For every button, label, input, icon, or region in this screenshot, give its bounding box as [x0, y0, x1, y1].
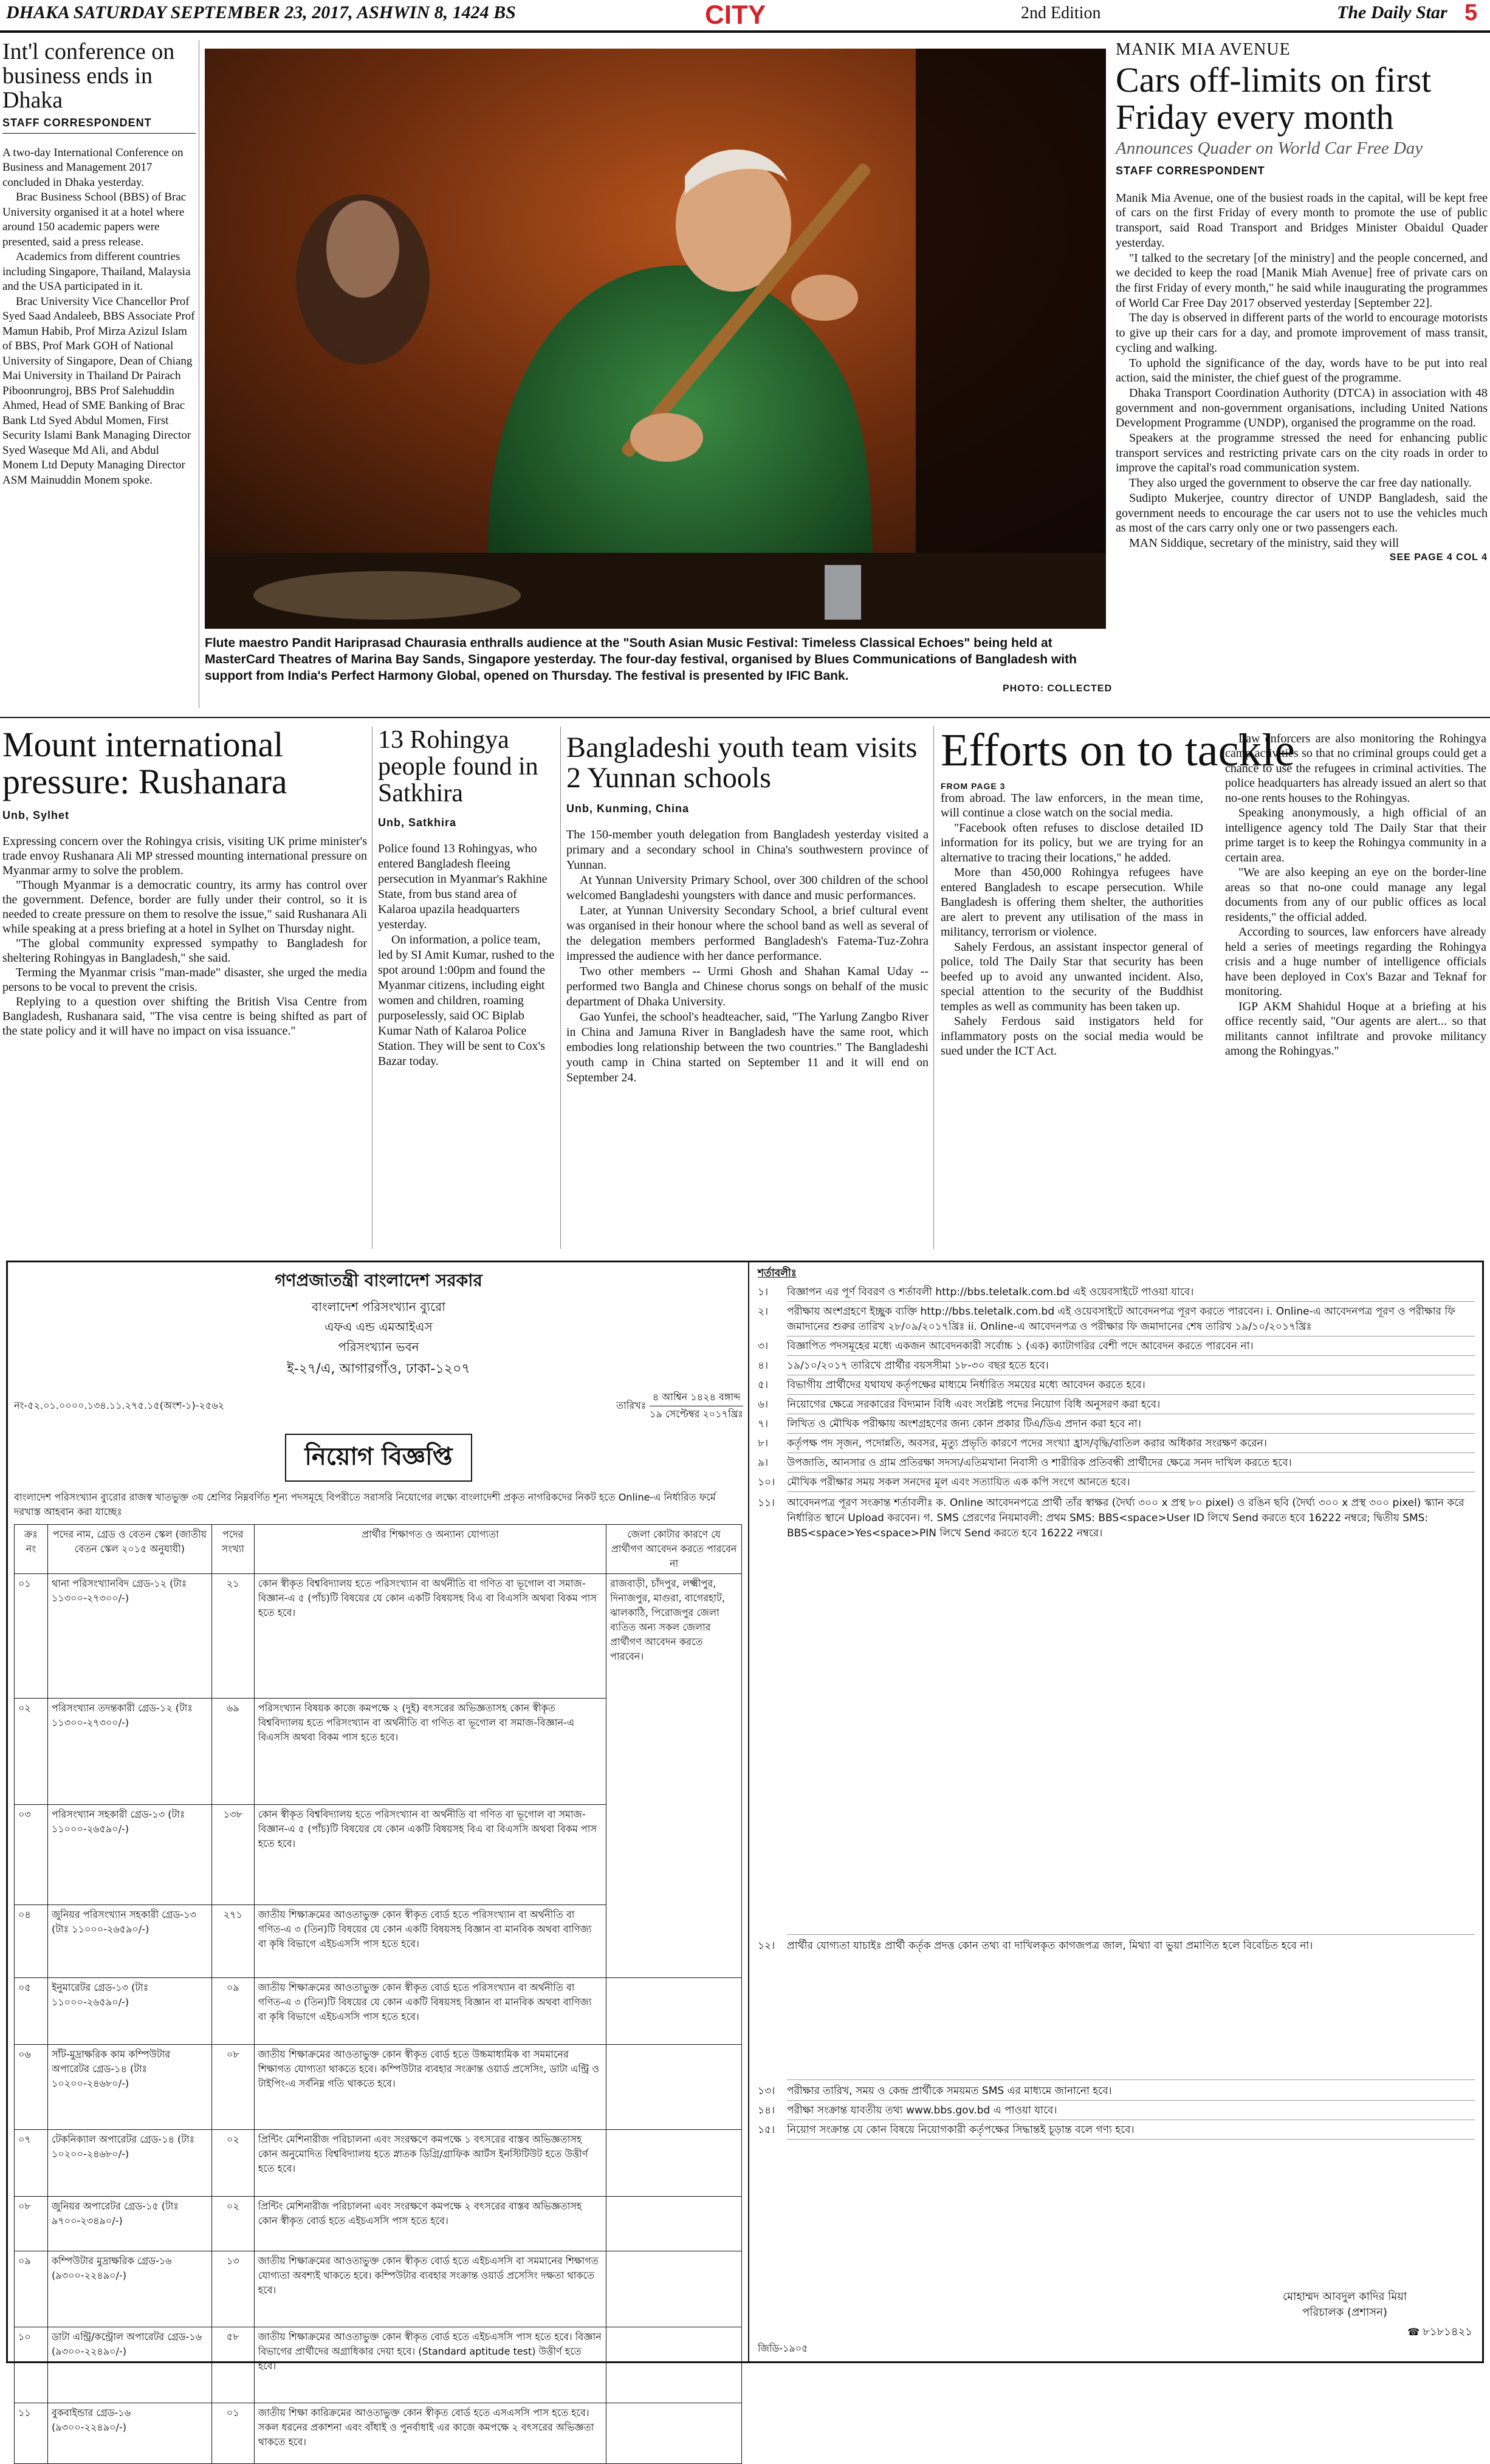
term-number: ৪। — [758, 1360, 769, 1372]
jobs-table — [14, 1524, 742, 2464]
term-number: ২। — [758, 1306, 769, 1318]
paragraph: "We are also keeping an eye on the border-line areas so that no-one could manage any legal documents from any of our public offices as local residents," the official added. — [1225, 866, 1486, 924]
term-text: ১৯/১০/২০১৭ তারিখে প্রার্থীর বয়সসীমা ১৮-৩০ বছর হতে হবে। — [787, 1358, 1475, 1375]
byline: STAFF CORRESPONDENT — [1116, 164, 1265, 177]
row-post: বুকবাইন্ডার গ্রেড-১৬ (৯৩০০-২২৪৯০/-) — [47, 2403, 211, 2464]
terms-list — [758, 1285, 1475, 2142]
ad-left-panel — [14, 1267, 743, 2464]
headline: Bangladeshi youth team visits 2 Yunnan schools — [566, 731, 918, 795]
term-number: ৬। — [758, 1398, 769, 1411]
masthead-rule — [0, 30, 1490, 33]
flute-performer-illustration — [205, 49, 1106, 629]
term-text: পরীক্ষার তারিখ, সময় ও কেন্দ্র প্রার্থীকে সময়মত SMS এর মাধ্যমে জানানো হবে। — [787, 2084, 1475, 2101]
paragraph: At Yunnan University Primary School, over 300 children of the school welcomed Bangladeshi youngsters with dance and music performances. — [566, 873, 929, 902]
row-post: পরিসংখ্যান তদন্তকারী গ্রেড-১২ (টাঃ ১১৩০০-২৭৩০০/-) — [47, 1699, 211, 1805]
ad-divider — [748, 1262, 749, 2361]
term-number: ৩। — [758, 1340, 769, 1352]
paragraph: IGP AKM Shahidul Hoque at a briefing at his office recently said, "Our agents are alert... so that militants cannot infiltrate and provoke militancy among the Rohingyas." — [1225, 999, 1486, 1058]
paragraph: from abroad. The law enforcers, in the mean time, will continue a close watch on the social media. — [941, 791, 1203, 820]
paragraph: Gao Yunfei, the school's headteacher, said, "The Yarlung Zangbo River in China and Jamuna River in Bangladesh have the same root, which embodies long relationship between the two countries." The Bangladeshi youth camp in China started on September 11 and it will end on September 24. — [566, 1010, 929, 1084]
term-text: আবেদনপত্র পূরণ সংক্রান্ত শর্তাবলীঃ ক. Online আবেদনপত্রে প্রার্থী তাঁর স্বাক্ষর (দৈর্ঘ্য ৩০০ x প্রস্থ ৮০ pixel) ও রঙিন ছবি (দৈর্ঘ্য ৩০০ x প্রস্থ ৩০০ pixel) স্ক্যান করে নির্ধারিত স্থানে Upload করবেন। গ. SMS প্রেরণের নিয়মাবলী: প্রথম SMS: BBS<space>User ID লিখে Send করতে হবে 16222 নম্বরে; দ্বিতীয় SMS: BBS<space>Yes<space>PIN লিখে Send করতে হবে 16222 নম্বরে। — [787, 1496, 1475, 1935]
row-serial: ১০ — [15, 2327, 48, 2403]
term-item — [758, 1939, 1475, 2084]
photo-caption: Flute maestro Pandit Hariprasad Chaurasia enthralls audience at the "South Asian Music Festival: Timeless Classical Echoes" being held at MasterCard Theatres of Marina Bay Sands, Singapore yesterday. The four-day festival, organised by Blues Communications of Bangladesh with support from India's Perfect Harmony Global, opened on Thursday. The festival is presented by IFIC Bank. — [205, 636, 1077, 683]
masthead — [0, 0, 1490, 30]
paragraph: Speaking anonymously, a high official of an intelligence agency told The Daily Star that their prime target is to keep the Rohingya community in a certain area. — [1225, 806, 1486, 864]
row-qualification: কোন স্বীকৃত বিশ্ববিদ্যালয় হতে পরিসংখ্যান বা অর্থনীতি বা গণিত বা ভূগোল বা সমাজ-বিজ্ঞান-এ ৫ (পাঁচ)টি বিষয়ের যে কোন একটি বিষয়সহ বিএ বা বিএসসি অথবা বিকম পাস হতে হবে। — [254, 1805, 606, 1905]
phone-icon: ☎ — [1407, 2326, 1423, 2338]
ad-address: ই-২৭/এ, আগারগাঁও, ঢাকা-১২০৭ — [287, 1361, 470, 1377]
edition-label: 2nd Edition — [1021, 4, 1101, 22]
paragraph: Sahely Ferdous, an assistant inspector general of police, told The Daily Star that security has been beefed up to avoid any unwanted incident. Also, special attention to the security of the Buddhist temples as well as community has been taken up. — [941, 940, 1203, 1013]
ad-government: গণপ্রজাতন্ত্রী বাংলাদেশ সরকার — [275, 1270, 482, 1290]
term-number: ৭। — [758, 1418, 769, 1430]
term-text: লিখিত ও মৌখিক পরীক্ষায় অংশগ্রহণের জন্য কোন প্রকার টিএ/ডিএ প্রদান করা হবে না। — [787, 1417, 1475, 1434]
row-qualification: জাতীয় শিক্ষাক্রমের আওতাভুক্ত কোন স্বীকৃত বোর্ড হতে এইচএসসি পাস হতে হবে। বিজ্ঞান বিভাগের প্রার্থীদের অগ্রাধিকার দেয়া হবে। (Standard aptitude test) উত্তীর্ণ হতে হবে। — [254, 2327, 606, 2403]
byline: Unb, Kunming, China — [566, 802, 689, 815]
headline: 13 Rohingya people found in Satkhira — [378, 726, 538, 808]
row-post: জুনিয়র অপারেটর গ্রেড-১৫ (টাঃ ৯৭০০-২৩৪৯০/-) — [47, 2197, 211, 2251]
article-rushanara — [2, 727, 367, 1038]
headline: Mount international pressure: Rushanara — [2, 725, 287, 801]
paragraph: Manik Mia Avenue, one of the busiest roads in the capital, will be kept free of cars on the first Friday of every month to promote the use of public transport, said Road Transport and Bridges Minister Obaidul Quader yesterday. — [1116, 191, 1488, 250]
page-number: 5 — [1464, 0, 1478, 26]
headline: Cars off-limits on first Friday every month — [1116, 60, 1432, 137]
concert-photo — [205, 49, 1106, 629]
subhead: Announces Quader on World Car Free Day — [1116, 138, 1423, 158]
article-body — [2, 146, 196, 488]
table-row — [15, 2045, 742, 2130]
row-quantity: ০১ — [211, 2403, 254, 2464]
paragraph: To uphold the significance of the day, words have to be put into real action, said the minister, the chief guest of the programme. — [1116, 356, 1488, 385]
term-item — [758, 1358, 1475, 1378]
term-item — [758, 2123, 1475, 2142]
row-post: সাঁট-মুদ্রাক্ষরিক কাম কম্পিউটার অপারেটর গ্রেড-১৪ (টাঃ ১০২০০-২৪৬৮০/-) — [47, 2045, 211, 2130]
row-qualification: জাতীয় শিক্ষাক্রমের আওতাভুক্ত কোন স্বীকৃত বোর্ড হতে পরিসংখ্যান বা অর্থনীতি বা গণিত-এ ৩ (তিন)টি বিষয়ের যে কোন একটি বিষয়সহ বিজ্ঞান বা মানবিক অথবা বাণিজ্য বা কৃষি বিভাগে এইচএসসি পাস হতে হবে। — [254, 1978, 606, 2045]
term-number: ১১। — [758, 1497, 775, 1509]
term-text: মৌখিক পরীক্ষার সময় সকল সনদের মূল এবং সত্যায়িত এক কপি সংগে আনতে হবে। — [787, 1475, 1475, 1492]
term-text: কর্তৃপক্ষ পদ সৃজন, পদোন্নতি, অবসর, মৃত্যু প্রভৃতি কারণে পদের সংখ্যা হ্রাস/বৃদ্ধি/বাতিল করার অধিকার সংরক্ষণ করেন। — [787, 1436, 1475, 1453]
row-serial: ১১ — [15, 2403, 48, 2464]
paragraph: Replying to a question over shifting the British Visa Centre from Bangladesh, Rushanara said, "The visa centre is being shifted as part of the state policy and it will have no impact on visa issuance." — [2, 994, 367, 1038]
article-satkhira — [378, 727, 555, 1069]
article-yunnan — [566, 733, 929, 1086]
paragraph: Speakers at the programme stressed the need for enhancing public transport services and restricting private cars on the city roads in order to improve the capital's road communication system. — [1116, 431, 1488, 475]
paragraph: "I talked to the secretary [of the ministry] and the people concerned, and we decided to keep the road [Manik Miah Avenue] free of private cars on the first Friday of every month," he said while inaugurating the programmes of World Car Free Day 2017 observed yesterday [September 22]. — [1116, 251, 1488, 310]
paragraph: They also urged the government to observe the car free day nationally. — [1129, 476, 1472, 490]
row-serial: ০৬ — [15, 2045, 48, 2130]
article-conference — [2, 40, 196, 488]
term-text: নিয়োগ সংক্রান্ত যে কোন বিষয়ে নিয়োগকারী কর্তৃপক্ষের সিদ্ধান্তই চূড়ান্ত বলে গণ্য হবে। — [787, 2123, 1475, 2140]
row-quantity: ২১ — [211, 1574, 254, 1699]
ad-signature-block — [1217, 2289, 1472, 2340]
row-post: জুনিয়র পরিসংখ্যান সহকারী গ্রেড-১৩ (টাঃ ১১০০০-২৬৫৯০/-) — [47, 1905, 211, 1978]
ad-unit: এফএ এন্ড এমআইএস — [324, 1319, 433, 1334]
article-body — [941, 791, 1203, 1059]
table-row — [15, 2403, 742, 2464]
ad-bureau: বাংলাদেশ পরিসংখ্যান ব্যুরো — [312, 1299, 445, 1314]
table-row — [15, 1574, 742, 1699]
row-serial: ০৩ — [15, 1805, 48, 1905]
paragraph: The 150-member youth delegation from Bangladesh yesterday visited a primary and a secondary school in China's southwestern province of Yunnan. — [566, 827, 929, 872]
paragraph: "Though Myanmar is a democratic country, its army has control over the government. Defence, border are fully under their control, so it is needed to create pressure on them to resolve the issue," said Rushanara Ali while speaking at a press briefing at a hotel in Sylhet on Thursday night. — [2, 878, 367, 936]
term-number: ৮। — [758, 1437, 769, 1449]
row-qualification: জাতীয় শিক্ষাক্রমের আওতাভুক্ত কোন স্বীকৃত বোর্ড হতে পরিসংখ্যান বা অর্থনীতি বা গণিত-এ ৩ (তিন)টি বিষয়ের যে কোন একটি বিষয়সহ বিজ্ঞান বা মানবিক অথবা বাণিজ্য বা কৃষি বিভাগে এইচএসসি পাস হতে হবে। — [254, 1905, 606, 1978]
paragraph: Expressing concern over the Rohingya crisis, visiting UK prime minister's trade envoy Rushanara Ali MP stressed mounting international pressure on Myanmar army to solve the problem. — [2, 834, 367, 877]
row-post: পরিসংখ্যান সহকারী গ্রেড-১৩ (টাঃ ১১০০০-২৬৫৯০/-) — [47, 1805, 211, 1905]
term-item — [758, 1417, 1475, 1436]
paragraph: Brac University Vice Chancellor Prof Syed Saad Andaleeb, BBS Associate Prof Mamun Habib, Prof Mirza Azizul Islam of BBS, Prof Mark GOH of National University of Singapore, Dean of Chiang Mai University in Thailand Dr Pairach Piboonrungroj, BBS Prof Salehuddin Ahmed, Head of SME Banking of Brac Bank Ltd Syed Abdul Momen, First Security Islami Bank Managing Director Syed Waseque Md Ali, and Abdul Monem Ltd Deputy Managing Director ASM Mainuddin Monem spoke. — [2, 295, 195, 487]
paragraph: Terming the Myanmar crisis "man-made" disaster, she urged the media persons to be vocal to prevent the crisis. — [2, 965, 367, 994]
headline: Efforts on to tackle — [941, 725, 1296, 776]
paragraph: Brac Business School (BBS) of Brac University organised it at a hotel where around 150 academic papers were presented, said a press release. — [2, 191, 187, 248]
term-number: ১। — [758, 1286, 769, 1298]
article-efforts — [941, 727, 1486, 1059]
table-row — [15, 1978, 742, 2045]
column-rule — [933, 727, 934, 1249]
row-post: থানা পরিসংখ্যানবিদ গ্রেড-১২ (টাঃ ১১৩০০-২৭৩০০/-) — [47, 1574, 211, 1699]
from-page: FROM PAGE 3 — [941, 781, 1006, 791]
signer-title: পরিচালক (প্রশাসন) — [1302, 2306, 1387, 2319]
table-header: জেলা কোটার কারণে যে প্রার্থীগণ আবেদন করতে পারবেন না — [606, 1525, 742, 1574]
paragraph: On information, a police team, led by SI Amit Kumar, rushed to the spot around 1:00pm and found the Myanmar citizens, including eight women and children, roaming purposelessly, said OC Biplab Kumar Nath of Kalaroa Police Station. They will be sent to Cox's Bazar today. — [378, 933, 555, 1069]
row-serial: ০১ — [15, 1574, 48, 1699]
ad-reference: জিডি-১৯০৫ — [758, 2343, 808, 2354]
kicker: MANIK MIA AVENUE — [1116, 40, 1291, 59]
signer-name: মোহাম্মদ আবদুল কাদির মিয়া — [1282, 2290, 1407, 2303]
table-header: পদের সংখ্যা — [211, 1525, 254, 1574]
term-item — [758, 1378, 1475, 1397]
term-number: ১৪। — [758, 2104, 775, 2117]
masthead-date: DHAKA SATURDAY SEPTEMBER 23, 2017, ASHWIN 8, 1424 BS — [6, 2, 516, 22]
paragraph: Two other members -- Urmi Ghosh and Shahan Kamal Uday -- performed two Bangla and Chinese chorus songs on behalf of the music department of Dhaka University. — [566, 964, 929, 1008]
terms-title: শর্তাবলীঃ — [758, 1267, 797, 1279]
row-qualification: কোন স্বীকৃত বিশ্ববিদ্যালয় হতে পরিসংখ্যান বা অর্থনীতি বা গণিত বা ভূগোল বা সমাজ-বিজ্ঞান-এ ৫ (পাঁচ)টি বিষয়ের যে কোন একটি বিষয়সহ বিএ বা বিএসসি অথবা বিকম পাস হতে হবে। — [254, 1574, 606, 1699]
term-item — [758, 1436, 1475, 1456]
table-header: প্রার্থীর শিক্ষাগত ও অন্যান্য যোগ্যতা — [254, 1525, 606, 1574]
term-item — [758, 1397, 1475, 1417]
ad-date-bangla: ৪ আশ্বিন ১৪২৪ বঙ্গাব্দ — [650, 1389, 743, 1406]
term-text: বিভাগীয় প্রার্থীদের যথাযথ কর্তৃপক্ষের মাধ্যমে নির্ধারিত সময়ের মধ্যে আবেদন করতে হবে। — [787, 1378, 1475, 1395]
table-row — [15, 2327, 742, 2403]
headline: Int'l conference on business ends in Dhaka — [2, 39, 175, 113]
efforts-column-1 — [941, 781, 1203, 1059]
row-quantity: ০২ — [211, 2130, 254, 2197]
term-item — [758, 2084, 1475, 2103]
row-serial: ০৫ — [15, 1978, 48, 2045]
paragraph: Sahely Ferdous said instigators held for inflammatory posts on the social media would be sued under the ICT Act. — [941, 1015, 1203, 1058]
paragraph: "The global community expressed sympathy to Bangladesh for sheltering Rohingyas in Bangladesh," she said. — [2, 936, 367, 965]
column-rule — [560, 727, 561, 1249]
section-divider — [0, 717, 1490, 718]
term-number: ১২। — [758, 1940, 775, 1952]
row-quota: রাজবাড়ী, চাঁদপুর, লক্ষ্মীপুর, দিনাজপুর, মাগুরা, বাগেরহাট, ঝালকাঠি, পিরোজপুর জেলা ব্যতিত অন্য সকল জেলার প্রার্থীগণ আবেদন করতে পারবেন। — [606, 1574, 742, 1978]
paragraph: More than 450,000 Rohingya refugees have entered Bangladesh to escape persecution. While Bangladesh is offering them shelter, the authorities are alert to prevent any utilisation of the mass in militancy, terrorism or violence. — [941, 866, 1203, 939]
row-qualification: জাতীয় শিক্ষাক্রমের আওতাভুক্ত কোন স্বীকৃত বোর্ড হতে এইচএসসি বা সমমানের শিক্ষাগত যোগ্যতা অবশ্যই থাকতে হবে। কম্পিউটার ব্যবহার সংক্রান্ত ওয়ার্ড প্রসেসিং দক্ষতা থাকতে হবে। — [254, 2251, 606, 2327]
photo-credit: PHOTO: COLLECTED — [1003, 683, 1113, 694]
term-text: পরীক্ষা সংক্রান্ত যাবতীয় তথ্য www.bbs.gov.bd এ পাওয়া যাবে। — [787, 2103, 1475, 2120]
article-body — [1116, 191, 1488, 551]
ad-terms — [758, 1266, 1475, 2142]
term-text: পরীক্ষায় অংশগ্রহণে ইচ্ছুক ব্যক্তি http://bbs.teletalk.com.bd এই ওয়েবসাইটে আবেদনপত্র পূরণ করতে পারবেন। i. Online-এ আবেদনপত্র পূরণ ও পরীক্ষার ফি জমাদানের শুরুর তারিখ ২৮/০৯/২০১৭খ্রিঃ ii. Online-এ আবেদনপত্র ও পরীক্ষার ফি জমাদানের শেষ তারিখ ১৯/১০/২০১৭খ্রিঃ — [787, 1304, 1475, 1336]
paragraph: Academics from different countries including Singapore, Thailand, Malaysia and the USA participated in it. — [2, 250, 191, 293]
row-qualification: জাতীয় শিক্ষাক্রমের আওতাভুক্ত কোন স্বীকৃত বোর্ড হতে উচ্চমাধ্যমিক বা সমমানের শিক্ষাগত যোগ্যতা থাকতে হবে। কম্পিউটার ব্যবহার সংক্রান্ত ওয়ার্ড প্রসেসিং, ডাটা এন্ট্রি ও টাইপিং-এ সর্বনিম্ন গতি থাকতে হবে। — [254, 2045, 606, 2130]
table-row — [15, 2197, 742, 2251]
row-qualification: প্রিন্টিং মেশিনারীজ পরিচালনা এবং সংরক্ষণে কমপক্ষে ২ বৎসরের বাস্তব অভিজ্ঞতাসহ কোন স্বীকৃত বোর্ড হতে এইচএসসি পাস হতে হবে। — [254, 2197, 606, 2251]
term-number: ১৩। — [758, 2085, 775, 2097]
term-number: ১০। — [758, 1476, 775, 1488]
paragraph: Later, at Yunnan University Secondary School, a brief cultural event was organised in their honour where the school band as well as several of the delegation members performed Bangladesh's Fatema-Tuz-Zohra impressed the audience with her dance performance. — [566, 903, 929, 963]
row-serial: ০৭ — [15, 2130, 48, 2197]
row-post: টেকনিক্যাল অপারেটর গ্রেড-১৪ (টাঃ ১০২০০-২৪৬৮০/-) — [47, 2130, 211, 2197]
row-serial: ০৮ — [15, 2197, 48, 2251]
row-quantity: ২৭১ — [211, 1905, 254, 1978]
row-serial: ০৯ — [15, 2251, 48, 2327]
row-quantity: ০৮ — [211, 2045, 254, 2130]
paragraph: The day is observed in different parts of the world to encourage motorists to give up their cars for a day, and promote improvement of mass transit, cycling and walking. — [1116, 311, 1488, 355]
article-cars — [1116, 40, 1488, 563]
paragraph: A two-day International Conference on Business and Management 2017 concluded in Dhaka yesterday. — [2, 146, 184, 189]
row-qualification: পরিসংখ্যান বিষয়ক কাজে কমপক্ষে ২ (দুই) বৎসরের অভিজ্ঞতাসহ কোন স্বীকৃত বিশ্ববিদ্যালয় হতে পরিসংখ্যান বা অর্থনীতি বা গণিত বা ভূগোল বা সমাজ-বিজ্ঞান-এ বিএসসি অথবা বিকম পাস হতে হবে। — [254, 1699, 606, 1805]
row-quantity: ১৩৮ — [211, 1805, 254, 1905]
ad-date-label: তারিখঃ — [616, 1400, 647, 1411]
jump-line: SEE PAGE 4 COL 4 — [1389, 552, 1488, 563]
ad-intro: বাংলাদেশ পরিসংখ্যান ব্যুরোর রাজস্ব খাতভুক্ত ৩য় শ্রেণির নিম্নবর্ণিত শূন্য পদসমূহে বিপরীতে সরাসরি নিয়োগের লক্ষ্যে বাংলাদেশী প্রকৃত নাগরিকদের নিকট হতে Online-এ নির্ধারিত ফর্মে দরখাস্ত আহবান করা যাচ্ছেঃ — [14, 1491, 716, 1518]
byline: Unb, Sylhet — [2, 809, 70, 821]
article-body — [2, 834, 367, 1038]
article-body — [1225, 731, 1486, 1059]
article-body — [378, 841, 555, 1069]
signer-phone: ৮১৮১৪২১ — [1423, 2325, 1472, 2338]
term-number: ১৫। — [758, 2124, 775, 2136]
ad-title: নিয়োগ বিজ্ঞপ্তি — [285, 1434, 472, 1482]
ad-building: পরিসংখ্যান ভবন — [338, 1340, 419, 1354]
table-row — [15, 2130, 742, 2197]
row-quantity: ০২ — [211, 2197, 254, 2251]
row-post: ইনুমারেটর গ্রেড-১৩ (টাঃ ১১০০০-২৬৫৯০/-) — [47, 1978, 211, 2045]
byline: STAFF CORRESPONDENT — [2, 117, 196, 134]
byline: Unb, Satkhira — [378, 816, 457, 829]
term-item — [758, 1339, 1475, 1358]
row-quantity: ৫৮ — [211, 2327, 254, 2403]
row-serial: ০২ — [15, 1699, 48, 1805]
term-text: বিজ্ঞাপিত পদসমূহের মধ্যে একজন আবেদনকারী সর্বোচ্চ ১ (এক) ক্যাটাগরির বেশী পদে আবেদন করতে পারবেন না। — [787, 1339, 1475, 1356]
section-name: CITY — [705, 0, 766, 30]
newspaper-brand: The Daily Star — [1337, 2, 1447, 22]
term-number: ৯। — [758, 1457, 769, 1469]
row-quantity: ০৯ — [211, 1978, 254, 2045]
term-number: ৫। — [758, 1379, 769, 1391]
row-post: কম্পিউটার মুদ্রাক্ষরিক গ্রেড-১৬ (৯৩০০-২২৪৯০/-) — [47, 2251, 211, 2327]
term-item — [758, 2103, 1475, 2123]
row-quantity: ৬৯ — [211, 1699, 254, 1805]
ad-date-gregorian: ১৯ সেপ্টেম্বর ২০১৭খ্রিঃ — [650, 1408, 743, 1420]
row-qualification: জাতীয় শিক্ষা কারিক্রমের আওতাভুক্ত কোন স্বীকৃত বোর্ড হতে এসএসসি পাস হতে হবে। সকল ধরনের প্রকাশনা এবং বাঁধাই ও পুনর্বাধাই এর কাজে কমপক্ষে ২ বৎসরের অভিজ্ঞতা থাকতে হবে। — [254, 2403, 606, 2464]
row-qualification: প্রিন্টিং মেশিনারীজ পরিচালনা এবং সংরক্ষণে কমপক্ষে ১ বৎসরের বাস্তব অভিজ্ঞতাসহ কোন অনুমোদিত বিশ্ববিদ্যালয় হতে স্নাতক ডিগ্রি/গ্রাফিক আর্টস ইনস্টিটিউট হতে উত্তীর্ণ হতে হবে। — [254, 2130, 606, 2197]
ad-memo: নং-৫২.০১.০০০০.১৩৪.১১.২৭৫.১৫(অংশ-১)-২৫৬২ — [14, 1400, 225, 1411]
paragraph: Law enforcers are also monitoring the Rohingya camp activities so that no criminal groups could get a chance to use the refugees in criminal activities. The police headquarters has already issued an alert so that no-one rents houses to the Rohingyas. — [1225, 731, 1486, 805]
term-item — [758, 1475, 1475, 1496]
term-text: নিয়োগের ক্ষেত্রে সরকারের বিদ্যমান বিধি এবং সংশ্লিষ্ট পদের নিয়োগ বিধি অনুসরণ করা হবে। — [787, 1397, 1475, 1414]
table-row — [15, 2251, 742, 2327]
term-item — [758, 1456, 1475, 1475]
term-text: প্রার্থীর যোগ্যতা যাচাইঃ প্রার্থী কর্তৃক প্রদত্ত কোন তথ্য বা দাখিলকৃত কাগজপত্র জাল, মিথ্যা বা ভুয়া প্রমাণিত হলে বিবেচিত হবে না। — [787, 1939, 1475, 2080]
term-text: উপজাতি, আনসার ও গ্রাম প্রতিরক্ষা সদস্য/এতিমখানা নিবাসী ও শারীরিক প্রতিবন্ধী প্রার্থীদের ক্ষেত্রে সনদ দাখিল করতে হবে। — [787, 1456, 1475, 1473]
paragraph: According to sources, law enforcers have already held a series of meetings regarding the Rohingya crisis and a huge number of intelligence officials have been deployed in Cox's Bazar and Teknaf for monitoring. — [1225, 925, 1486, 999]
table-header-row — [15, 1525, 742, 1574]
table-header: ক্রঃ নং — [15, 1525, 48, 1574]
article-body — [566, 827, 929, 1086]
table-header: পদের নাম, গ্রেড ও বেতন স্কেল (জাতীয় বেতন স্কেল ২০১৫ অনুযায়ী) — [47, 1525, 211, 1574]
term-item — [758, 1285, 1475, 1304]
term-item — [758, 1304, 1475, 1339]
term-item — [758, 1496, 1475, 1939]
row-serial: ০৪ — [15, 1905, 48, 1978]
row-post: ডাটা এন্ট্রি/কন্ট্রোল অপারেটর গ্রেড-১৬ (৯৩০০-২২৪৯০/-) — [47, 2327, 211, 2403]
job-advertisement — [6, 1261, 1484, 2448]
paragraph: MAN Siddique, secretary of the ministry, said they will — [1129, 536, 1399, 550]
paragraph: "Facebook often refuses to disclose detailed ID information for its policy, but we are trying for an alternative to tracing their locations," he added. — [941, 821, 1203, 864]
paragraph: Sudipto Mukerjee, country director of UNDP Bangladesh, said the government needs to encourage the car users not to use the vehicles much as most of the cars carry only one or two passengers each. — [1116, 491, 1488, 535]
efforts-column-2 — [1225, 731, 1486, 1059]
row-quantity: ১৩ — [211, 2251, 254, 2327]
paragraph: Police found 13 Rohingyas, who entered Bangladesh fleeing persecution in Myanmar's Rakhine State, from bus stand area of Kalaroa upazila headquarters yesterday. — [378, 842, 548, 932]
paragraph: Dhaka Transport Coordination Authority (DTCA) in association with 48 government and non-government organisations, including United Nations Development Programme (UNDP), organised the programme on the road. — [1116, 386, 1488, 430]
term-text: বিজ্ঞাপন এর পূর্ণ বিবরণ ও শর্তাবলী http://bbs.teletalk.com.bd এই ওয়েবসাইটে পাওয়া যাবে। — [787, 1285, 1475, 1302]
